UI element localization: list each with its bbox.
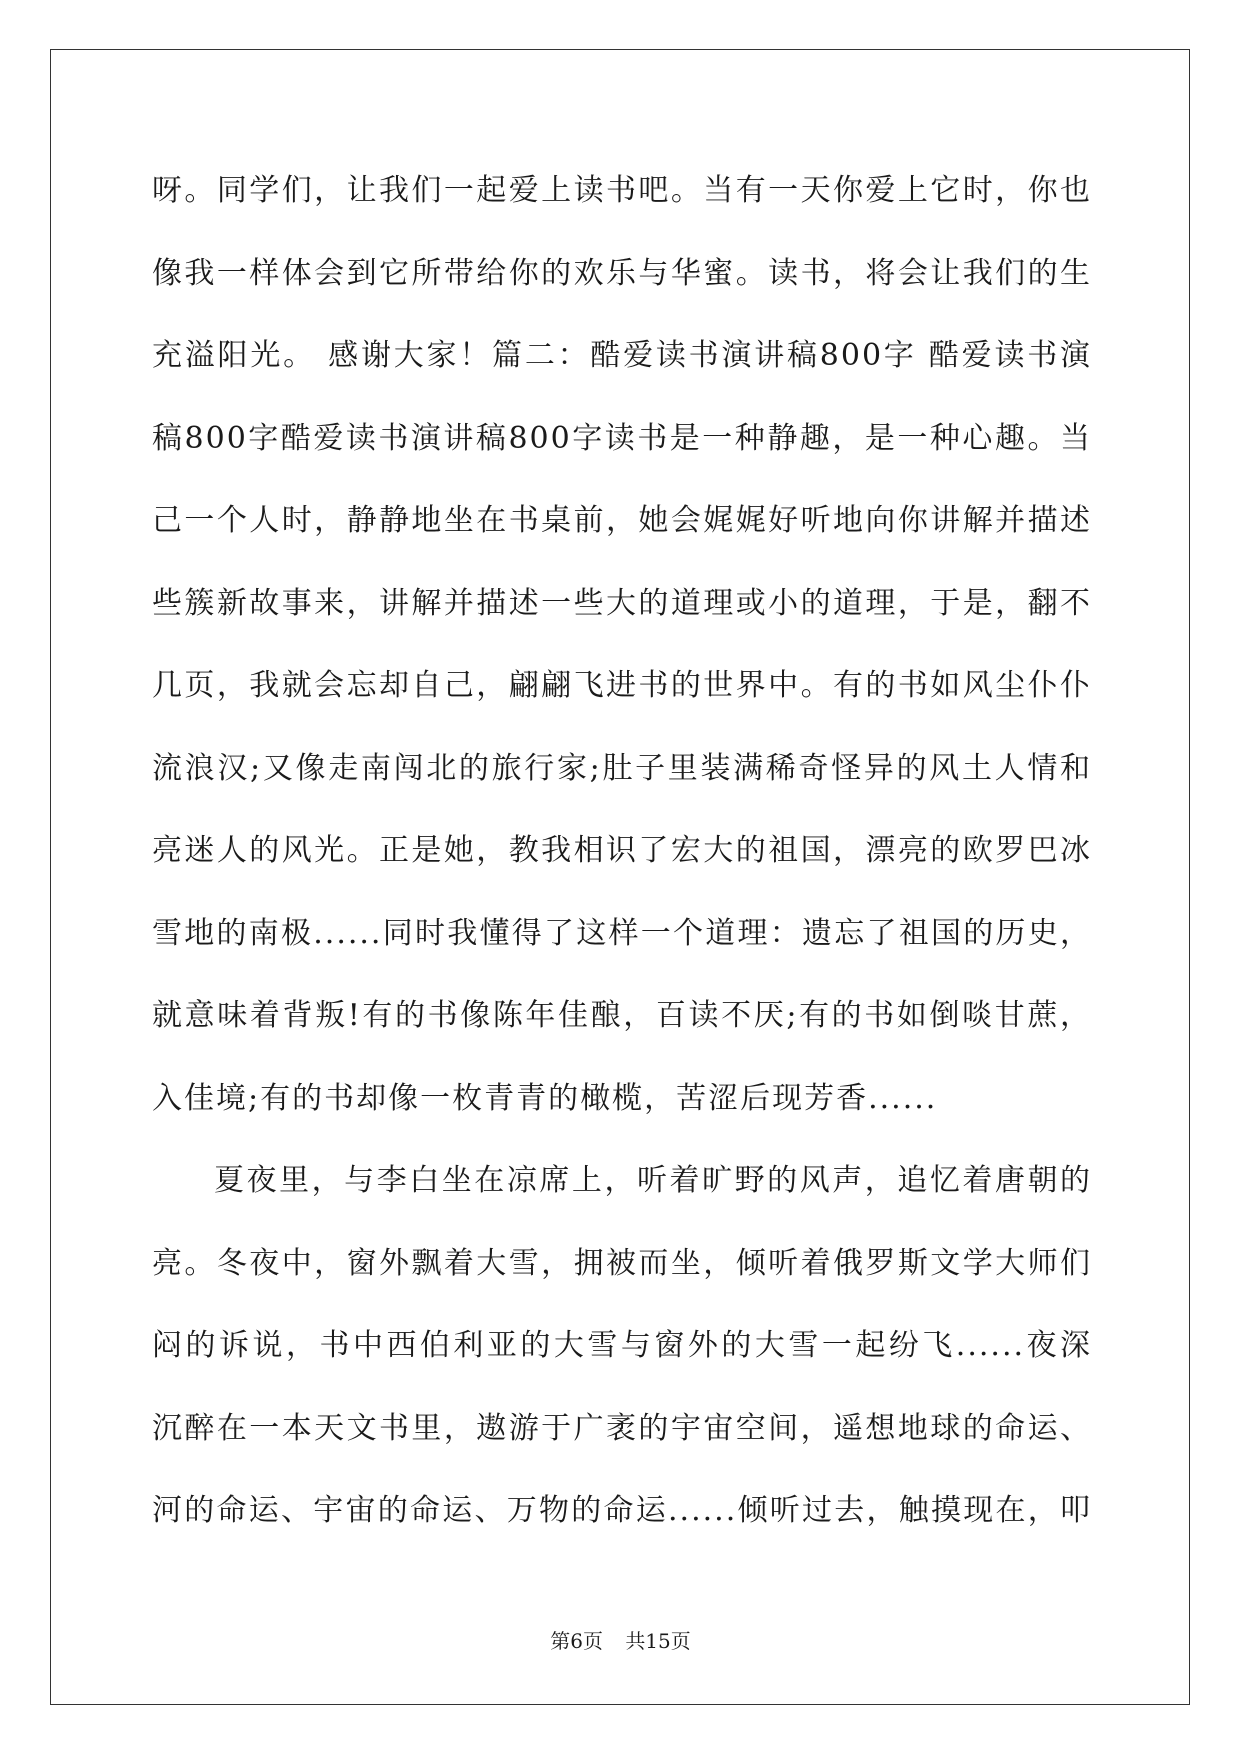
text-line: 己一个人时，静静地坐在书桌前，她会娓娓好听地向你讲解并描述	[152, 503, 1092, 538]
text-line: 呀。同学们，让我们一起爱上读书吧。当有一天你爱上它时，你也	[152, 173, 1092, 208]
text-line: 些簇新故事来，讲解并描述一些大的道理或小的道理，于是，翻不	[152, 585, 1092, 621]
text-line: 稿800字酷爱读书演讲稿800字读书是一种静趣，是一种心趣。当	[152, 420, 1092, 456]
page-total: 共15页	[625, 1629, 691, 1653]
text-line: 几页，我就会忘却自己，翩翩飞进书的世界中。有的书如风尘仆仆	[152, 668, 1092, 703]
text-line: 河的命运、宇宙的命运、万物的命运......倾听过去，触摸现在，叩	[152, 1493, 1092, 1528]
text-line: 入佳境;有的书却像一枚青青的橄榄，苦涩后现芳香......	[152, 1080, 938, 1116]
document-body	[152, 150, 1092, 1553]
text-line: 沉醉在一本天文书里，遨游于广袤的宇宙空间，遥想地球的命运、	[152, 1410, 1092, 1446]
text-line: 像我一样体会到它所带给你的欢乐与华蜜。读书，将会让我们的生	[152, 255, 1092, 291]
text-line: 充溢阳光。 感谢大家！篇二：酷爱读书演讲稿800字 酷爱读书演	[152, 338, 1092, 373]
text-line-paragraph-start: 夏夜里，与李白坐在凉席上，听着旷野的风声，追忆着唐朝的	[214, 1163, 1092, 1198]
text-line: 闷的诉说，书中西伯利亚的大雪与窗外的大雪一起纷飞......夜深	[152, 1328, 1092, 1363]
page-footer	[0, 1625, 1241, 1654]
text-line: 亮迷人的风光。正是她，教我相识了宏大的祖国，漂亮的欧罗巴冰	[152, 833, 1092, 868]
text-line: 亮。冬夜中，窗外飘着大雪，拥被而坐，倾听着俄罗斯文学大师们	[152, 1245, 1092, 1281]
text-line: 流浪汉;又像走南闯北的旅行家;肚子里装满稀奇怪异的风土人情和	[152, 750, 1092, 786]
text-line: 雪地的南极......同时我懂得了这样一个道理：遗忘了祖国的历史，	[152, 915, 1092, 951]
text-line: 就意味着背叛!有的书像陈年佳酿，百读不厌;有的书如倒啖甘蔗，	[152, 998, 1092, 1033]
page-number: 第6页	[550, 1629, 603, 1653]
